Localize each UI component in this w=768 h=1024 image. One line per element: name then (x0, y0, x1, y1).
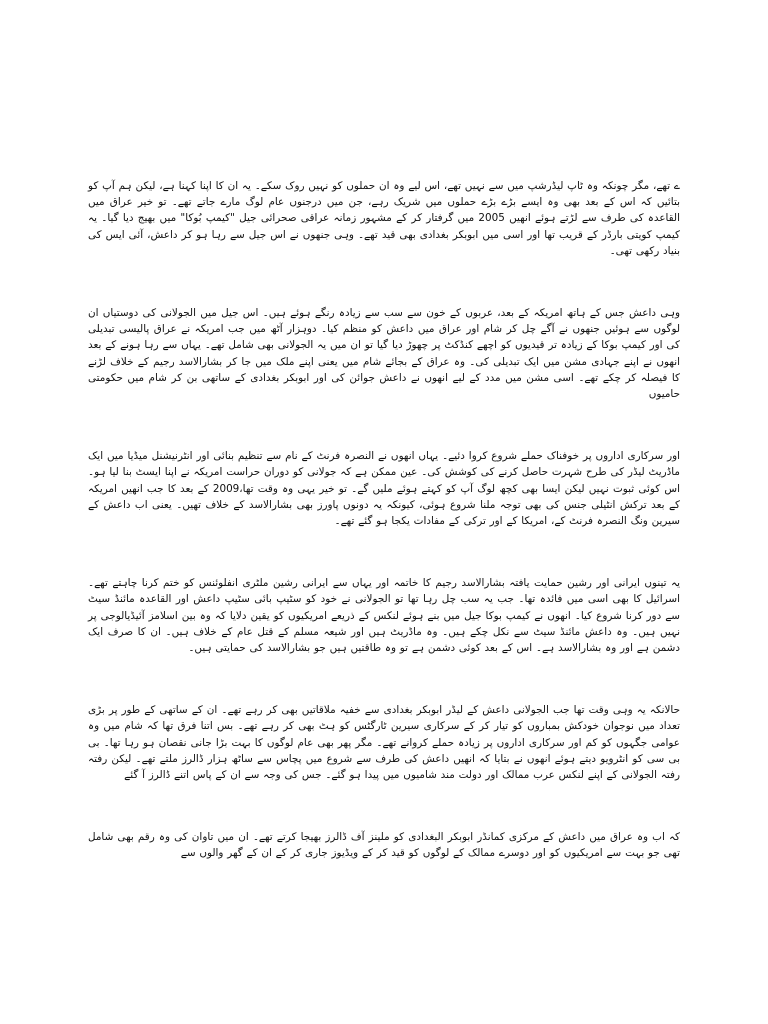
paragraph-3: اور سرکاری اداروں پر خوفناک حملے شروع کروا دئیے۔ یہاں انھوں نے النصرہ فرنٹ کے نام سے تنظیم بنائی اور انٹرنیشنل میڈیا میں ایک ماڈریٹ لیڈر کی طرح شہرت حاصل کرنے کی کوشش کی۔ عین ممکن ہے کہ جولانی کو دوران حراست امریکہ نے اپنا ایسٹ بنا لیا ہو۔ اس کوئی ثبوت نہیں لیکن ایسا بھی کچھ لوگ آپ کو کہتے ہوئے ملیں گے۔ تو خیر یہی وہ وقت تھا،2009 کے بعد کا جب انھیں امریکہ کے بعد ترکش انٹیلی جنس کی بھی توجہ ملنا شروع ہوئی، کیونکہ یہ دونوں پاورز بھی بشارالاسد کے خلاف تھیں۔ یعنی اب داعش کے سیرین ونگ النصرہ فرنٹ کے، امریکا کے اور ترکی کے مفادات یکجا ہو گئے تھے۔ (88, 450, 680, 528)
paragraph-6: کہ اب وہ عراق میں داعش کے مرکزی کمانڈر ابوبکر البغدادی کو ملینز آف ڈالرز بھیجا کرتے تھے۔ ان میں تاوان کی وہ رقم بھی شامل تھی جو بہت سے امریکیوں کو اور دوسرے ممالک کے لوگوں کو قید کر کے ویڈیوز جاری کر کے ان کے گھر والوں سے (88, 831, 680, 860)
paragraph-2: وہی داعش جس کے ہاتھ امریکہ کے بعد، عربوں کے خون سے سب سے زیادہ رنگے ہوئے ہیں۔ اس جیل میں الجولانی کی دوستیاں ان لوگوں سے ہوئیں جنھوں نے آگے چل کر شام اور عراق میں داعش کو منظم کیا۔ دوہزار آٹھ میں جب امریکہ نے عراق پالیسی تبدیلی کی اور کیمپ بوکا کے زیادہ تر قیدیوں کو اچھے کنڈکٹ پر چھوڑ دیا گیا تو ان میں یہ الجولانی بھی شامل تھے۔ یہاں سے رہا ہونے کے بعد انھوں نے اپنے جہادی مشن میں ایک تبدیلی کی۔ وہ عراق کے بجائے شام میں یعنی اپنے ملک میں جا کر بشارالاسد رجیم کے خلاف لڑنے کا فیصلہ کر چکے تھے۔ اسی مشن میں مدد کے لیے انھوں نے داعش جوائن کی اور ابوبکر بغدادی کے ساتھی بن کر شام میں حکومتی حامیوں (88, 307, 680, 401)
paragraph-5: حالانکہ یہ وہی وقت تھا جب الجولانی داعش کے لیڈر ابوبکر بغدادی سے خفیہ ملاقاتیں بھی کر رہے تھے۔ ان کے ساتھی کے طور پر بڑی تعداد میں نوجوان خودکش بمباروں کو تیار کر کے سرکاری سیرین ٹارگٹس کو ہٹ بھی کر رہے تھے۔ بس اتنا فرق تھا کہ شام میں وہ عوامی جگہوں کو کم اور سرکاری اداروں پر زیادہ حملے کروانے تھے۔ مگر پھر بھی عام لوگوں کا بہت بڑا جانی نقصان ہو رہا تھا۔ بی بی سی کو انٹرویو دیتے ہوئے انھوں نے بتایا کہ انھیں داعش کی طرف سے شروع میں پچاس سے ساٹھ ہزار ڈالرز ملتے تھے۔ لیکن رفتہ رفتہ الجولانی کے اپنے لنکس عرب ممالک اور دولت مند شامیوں میں پیدا ہو گئے۔ جس کی وجہ سے ان کے پاس اتنے ڈالرز آ گئے (88, 704, 680, 782)
document-body (88, 178, 680, 862)
paragraph-1: ے تھے، مگر چونکہ وہ ٹاپ لیڈرشپ میں سے نہیں تھے، اس لیے وہ ان حملوں کو نہیں روک سکے۔ یہ ان کا اپنا کہنا ہے، لیکن ہم آپ کو بتائیں کہ اس کے بعد بھی وہ ایسے بڑے بڑے حملوں میں شریک رہے، جن میں درجنوں عام لوگ مارے جاتے تھے۔ تو خیر عراق میں القاعدہ کی طرف سے لڑتے ہوئے انھیں 2005 میں گرفتار کر کے مشہور زمانہ عراقی صحرائی جیل "کیمپ بُوکا" میں بھیج دیا گیا۔ یہ کیمپ کویتی بارڈر کے قریب تھا اور اسی میں ابوبکر بغدادی بھی قید تھے۔ وہی جنھوں نے اس جیل سے رہا ہو کر داعش، آئی ایس کی بنیاد رکھی تھی۔ (88, 180, 680, 257)
paragraph-4: یہ تینوں ایرانی اور رشین حمایت یافتہ بشارالاسد رجیم کا خاتمہ اور یہاں سے ایرانی رشین ملٹری انفلوئنس کو ختم کرنا چاہتے تھے۔ اسرائیل کا بھی اسی میں فائدہ تھا۔ جب یہ سب چل رہا تھا تو الجولانی نے خود کو سٹیپ بائی سٹیپ داعش اور القاعدہ مائنڈ سیٹ سے دور کرنا شروع کیا۔ انھوں نے کیمپ بوکا جیل میں بنے ہوئے لنکس کے ذریعے امریکیوں کو یقین دلایا کہ وہ بین اسلامز آئیڈیالوجی پر نہیں ہیں۔ وہ داعش مائنڈ سیٹ سے نکل چکے ہیں۔ وہ ماڈریٹ ہیں اور شیعہ مسلم کے قتل عام کے خلاف ہیں۔ ان کا صرف ایک دشمن ہے اور وہ بشارالاسد ہے۔ اس کے بعد کوئی دشمن ہے تو وہ طاقتیں ہیں جو بشارالاسد کی حمایتی ہیں۔ (88, 577, 680, 655)
